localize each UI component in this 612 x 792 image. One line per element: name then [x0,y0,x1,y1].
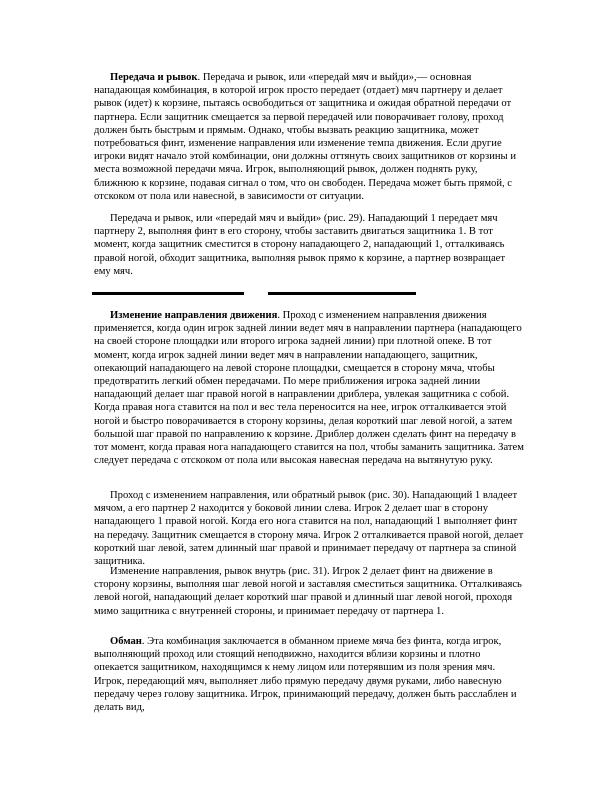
paragraph-text: . Передача и рывок, или «передай мяч и выйди»,— основная нападающая комбинация, в которой игрок просто передает (отдает) мяч партнеру и делает рывок (идет) к корзине, пытаясь освободиться от защитника и ожидая обратной передачи от партнера. Если защитник смещается за первой передачей или поворачивает голову, проход должен быть быстрым и прямым. Однако, чтобы вызвать реакцию защитника, может потребоваться финт, изменение направления или изменение темпа движения. Если другие игроки видят начало этой комбинации, они должны оттянуть своих защитников от корзины и места возможной передачи мяча. Игрок, выполняющий рывок, должен поднять руку, ближнюю к корзине, подавая сигнал о том, что он свободен. Передача может быть прямой, с отскоком от пола или навесной, в зависимости от ситуации. [94,72,516,202]
section-figure-31 [94,565,524,618]
paragraph [94,635,524,714]
divider-left [92,292,244,295]
paragraph [94,71,524,203]
section-deception [94,635,524,714]
paragraph-text: Передача и рывок, или «передай мяч и выйди» (рис. 29). Нападающий 1 передает мяч партнеру 2, выполняя финт в его сторону, чтобы заставить двигаться защитника 1. В тот момент, когда защитник сместится в сторону нападающего 2, нападающий 1, отталкиваясь правой ногой, обходит защитника, выполняя рывок прямо к корзине, а партнер возвращает ему мяч. [94,213,505,277]
paragraph-text: Проход с изменением направления, или обратный рывок (рис. 30). Нападающий 1 владеет мячом, а его партнер 2 находится у боковой линии слева. Игрок 2 делает шаг в сторону нападающего 1 правой ногой. Когда его нога ставится на пол, нападающий 1 выполняет финт на передачу. Защитник смещается в сторону мяча. Игрок 2 отталкивается правой ногой, делает короткий шаг левой, затем длинный шаг правой и принимает передачу от партнера за спиной защитника. [94,490,524,568]
section-change-direction [94,309,524,467]
section-heading: Обман [110,636,142,647]
section-figure-29 [94,212,524,278]
paragraph-text: Изменение направления, рывок внутрь (рис. 31). Игрок 2 делает финт на движение в сторону корзины, выполняя шаг левой ногой и заставляя сместиться защитника. Отталкиваясь левой ногой, нападающий делает короткий шаг правой и длинный шаг левой ногой, проходя мимо защитника с внутренней стороны, и принимает передачу от партнера 1. [94,566,522,617]
paragraph [94,309,524,467]
paragraph-text: . Проход с изменением направления движения применяется, когда один игрок задней линии ведет мяч в направлении партнера (нападающего на своей стороне площадки или второго игрока задней линии) при плотной опеке. В тот момент, когда игрок задней линии ведет мяч в направлении нападающего, защитник, опекающий нападающего на левой стороне площадки, смещается в сторону мяча, чтобы предотвратить легкий обмен передачами. По мере приближения игрока задней линии нападающий делает шаг правой ногой в направлении дриблера, увлекая защитника с собой. Когда правая нога ставится на пол и вес тела переносится на нее, игрок отталкивается этой ногой и быстро поворачивается в сторону корзины, делая короткий шаг левой ногой, а затем большой шаг правой по направлению к корзине. Дриблер должен сделать финт на передачу в тот момент, когда правая нога нападающего ставится на пол, чтобы заманить защитника. Затем следует передача с отскоком от пола или высокая навесная передача на вытянутую руку. [94,310,524,467]
section-heading: Изменение направления движения [110,310,278,321]
section-figure-30 [94,489,524,568]
paragraph-text: . Эта комбинация заключается в обманном приеме мяча без финта, когда игрок, выполняющий проход или стоящий неподвижно, находится вблизи корзины и плотно опекается защитником, находящимся к нему лицом или потерявшим из поля зрения мяч. Игрок, передающий мяч, выполняет либо прямую передачу двумя руками, либо навесную передачу через голову защитника. Игрок, принимающий передачу, должен быть расслаблен и делать вид, [94,636,517,714]
section-heading: Передача и рывок [110,72,198,83]
divider-right [268,292,416,295]
section-pass-and-cut [94,71,524,203]
